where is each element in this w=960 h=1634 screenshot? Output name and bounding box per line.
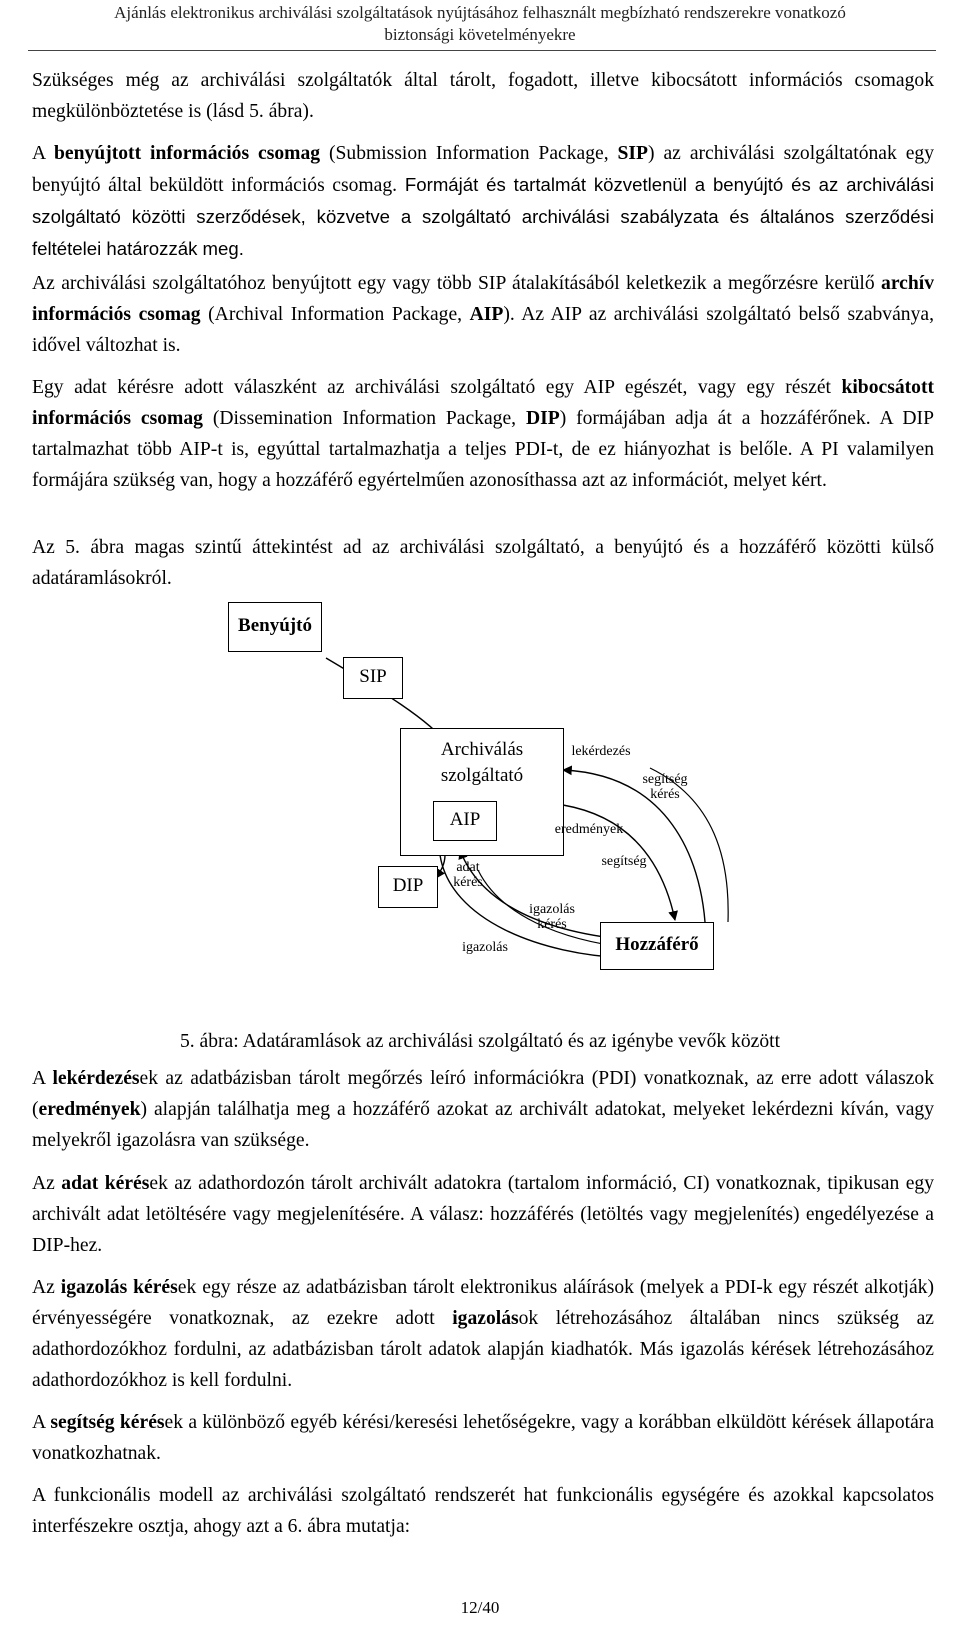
node-aip: AIP: [433, 801, 497, 841]
header-line-1: Ajánlás elektronikus archiválási szolgáltatások nyújtásához felhasznált megbízható rendszerekre vonatkozó: [114, 3, 846, 22]
archive-title-2: szolgáltató: [440, 765, 524, 786]
term-data-request: adat kérés: [61, 1173, 150, 1194]
paragraph-packages: Szükséges még az archiválási szolgáltatók által tárolt, fogadott, illetve kibocsátott információs csomagok megkülönböztetése is (lásd 5. ábra).: [32, 70, 934, 122]
paragraph-help-requests: A segítség kérések a különböző egyéb kérési/keresési lehetőségekre, vagy a korábban elküldött kérések állapotára vonatkozhatnak.: [32, 1412, 935, 1464]
archive-title-1: Archiválás: [440, 739, 524, 760]
term-help-request: segítség kérés: [50, 1412, 165, 1433]
node-dip: DIP: [378, 866, 438, 908]
term-results: eredmények: [38, 1099, 141, 1120]
paragraph-sip: A benyújtott információs csomag (Submission Information Package, SIP) az archiválási szolgáltatónak egy benyújtó által beküldött információs csomag. Formáját és tartalmát közvetlenül a benyújtó és az archiválási szolgáltató közötti szerződések, közvetve a szolgáltató archiválási szabályzata és általános szerződési feltételei határozzák meg.: [32, 143, 935, 259]
acronym-dip: DIP: [525, 408, 560, 429]
label-certificate: igazolás: [462, 940, 508, 955]
term-certificate: igazolás: [452, 1308, 519, 1329]
paragraph-sip-sans: Formáját és tartalmát közvetlenül a benyújtó és az archiválási szolgáltató közötti szerződések, közvetve a szolgáltató archiválási szabályzata és általános szerződési feltételei határozzák meg.: [32, 174, 934, 259]
paragraph-functional-model: A funkcionális modell az archiválási szolgáltató rendszerét hat funkcionális egységére és azokkal kapcsolatos interfészekre osztja, ahogy azt a 6. ábra mutatja:: [32, 1485, 934, 1537]
term-certificate-request: igazolás kérés: [60, 1277, 178, 1298]
node-accessor: Hozzáférő: [600, 922, 714, 970]
page-number: 12/40: [460, 1598, 500, 1617]
term-dip: kibocsátott információs csomag: [32, 377, 934, 429]
term-query: lekérdezés: [52, 1068, 140, 1089]
label-help-request: segítség kérés: [642, 772, 688, 802]
dataflow-figure: [0, 610, 960, 1020]
paragraph-aip: Az archiválási szolgáltatóhoz benyújtott egy vagy több SIP átalakításából keletkezik a megőrzésre kerülő archív információs csomag (Archival Information Package, AIP). Az AIP az archiválási szolgáltató belső szabványa, idővel változhat is.: [32, 273, 934, 356]
paragraph-figure-intro: Az 5. ábra magas szintű áttekintést ad az archiválási szolgáltató, a benyújtó és a hozzáférő közötti külső adatáramlásokról.: [32, 537, 934, 589]
paragraph-queries: A lekérdezések az adatbázisban tárolt megőrzés leíró információkra (PDI) vonatkoznak, az erre adott válaszok (eredmények) alapján találhatja meg a hozzáférő azokat az archivált adatokat, melyeket lekérdezni kíván, vagy melyekről igazolásra van szüksége.: [32, 1068, 935, 1151]
acronym-aip: AIP: [469, 304, 504, 325]
label-help: segítség: [601, 854, 647, 869]
node-sip: SIP: [343, 657, 403, 699]
paragraph-data-requests: Az adat kérések az adathordozón tárolt archivált adatokra (tartalom információ, CI) vonatkoznak, tipikusan egy archivált adat letöltésére vagy megjelenítésére. A válasz: hozzáférés (letöltés vagy megjelenítés) engedélyezése a DIP-hez.: [32, 1173, 935, 1256]
term-aip: archív információs csomag: [32, 273, 934, 325]
running-header: [0, 0, 960, 46]
label-results: eredmények: [554, 822, 624, 837]
label-data-request: adat kérés: [453, 860, 483, 890]
node-submitter: Benyújtó: [228, 602, 322, 652]
acronym-sip: SIP: [617, 143, 649, 164]
paragraph-dip: Egy adat kérésre adott válaszként az archiválási szolgáltató egy AIP egészét, vagy egy részét kibocsátott információs csomag (Dissemination Information Package, DIP) formájában adja át a hozzáférőnek. A DIP tartalmazhat több AIP-t is, egyúttal tartalmazhatja a teljes PDI-t, de ez hiányozhat is belőle. A PI valamilyen formájára szükség van, hogy a hozzáférő egyértelműen azonosíthassa azt az információt, melyet kért.: [32, 377, 934, 491]
header-divider: [28, 50, 936, 51]
term-sip: benyújtott információs csomag: [54, 143, 321, 164]
header-line-2: biztonsági követelményekre: [384, 25, 576, 44]
paragraph-certificate-requests: Az igazolás kérések egy része az adatbázisban tárolt elektronikus aláírások (melyek a PDI-k egy részét alkotják) érvényességére vonatkoznak, az ezekre adott igazolások létrehozásához általában nincs szükség az adathordozókhoz fordulni, az adatbázisban tárolt adatok alapján kiadhatók. Más igazolás kérések létrehozásához adathordozókhoz is kell fordulni.: [32, 1277, 934, 1391]
label-certificate-request: igazolás kérés: [529, 902, 575, 932]
label-query: lekérdezés: [571, 744, 631, 759]
figure-caption: 5. ábra: Adatáramlások az archiválási szolgáltató és az igénybe vevők között: [179, 1031, 781, 1052]
